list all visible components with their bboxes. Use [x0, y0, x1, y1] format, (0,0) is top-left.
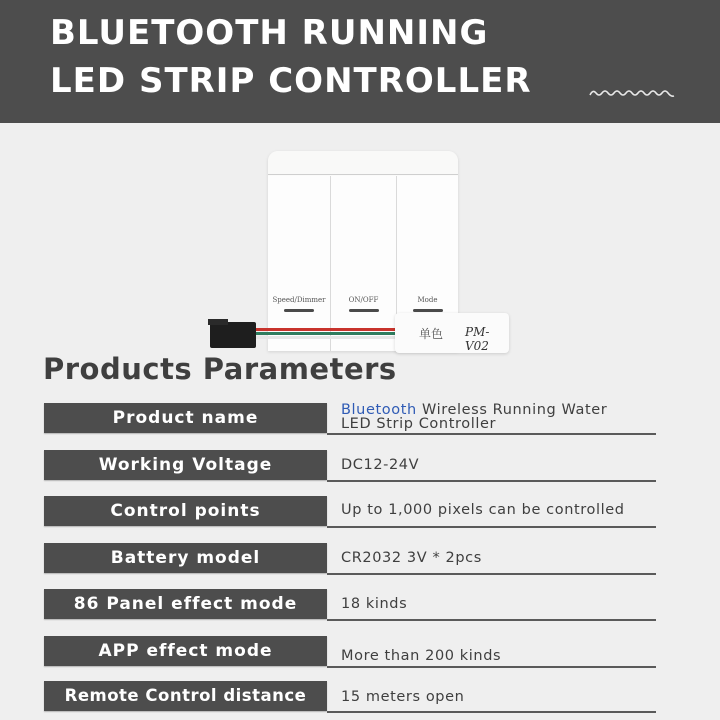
- key-label: Mode: [417, 296, 438, 304]
- param-row-app-effect-mode: [44, 636, 656, 666]
- param-underline: [327, 619, 656, 621]
- key-indicator: [413, 309, 443, 312]
- param-label: Control points: [44, 496, 327, 526]
- param-value: CR2032 3V * 2pcs: [341, 550, 482, 566]
- param-row-control-points: [44, 496, 656, 526]
- param-value-text: Wireless Running Water: [416, 402, 608, 418]
- key-indicator: [349, 309, 379, 312]
- key-indicator: [284, 309, 314, 312]
- dongle-model: PM-V02: [465, 325, 490, 353]
- wave-decoration-icon: [589, 87, 675, 99]
- panel-top-strip: [268, 151, 458, 175]
- connector-plug: [210, 322, 256, 348]
- param-value-line2: LED Strip Controller: [341, 416, 497, 432]
- param-label: Battery model: [44, 543, 327, 573]
- title-line-1: BLUETOOTH RUNNING: [50, 13, 489, 53]
- param-underline: [327, 666, 656, 668]
- param-row-panel-effect-mode: [44, 589, 656, 619]
- red-wire: [255, 328, 400, 331]
- param-label: Working Voltage: [44, 450, 327, 480]
- param-row-battery-model: [44, 543, 656, 573]
- param-underline: [327, 433, 656, 435]
- param-label: Product name: [44, 403, 327, 433]
- param-label: 86 Panel effect mode: [44, 589, 327, 619]
- param-value-highlight: Bluetooth: [341, 402, 417, 418]
- on-off-key: [331, 176, 397, 351]
- param-value: Up to 1,000 pixels can be controlled: [341, 502, 625, 518]
- param-label: APP effect mode: [44, 636, 327, 666]
- param-value: More than 200 kinds: [341, 648, 502, 664]
- speed-dimmer-key: [268, 176, 331, 351]
- param-row-working-voltage: [44, 450, 656, 480]
- key-label: ON/OFF: [348, 296, 379, 304]
- param-underline: [327, 711, 656, 713]
- param-row-product-name: [44, 403, 656, 433]
- param-row-remote-distance: [44, 681, 656, 711]
- controller-dongle: [395, 313, 509, 353]
- dongle-chinese-text: 单色: [419, 327, 444, 341]
- product-illustration: [0, 123, 720, 353]
- param-underline: [327, 480, 656, 482]
- connector-tab: [208, 319, 228, 325]
- section-title: Products Parameters: [43, 352, 397, 386]
- green-wire: [255, 332, 400, 335]
- param-underline: [327, 573, 656, 575]
- title-line-2: LED STRIP CONTROLLER: [50, 61, 532, 101]
- param-label: Remote Control distance: [44, 681, 327, 711]
- key-label: Speed/Dimmer: [272, 296, 326, 304]
- param-value: 15 meters open: [341, 689, 465, 705]
- header-banner: [0, 0, 720, 123]
- param-value: DC12-24V: [341, 457, 420, 473]
- param-underline: [327, 526, 656, 528]
- param-value: 18 kinds: [341, 596, 408, 612]
- white-wire: [255, 336, 400, 339]
